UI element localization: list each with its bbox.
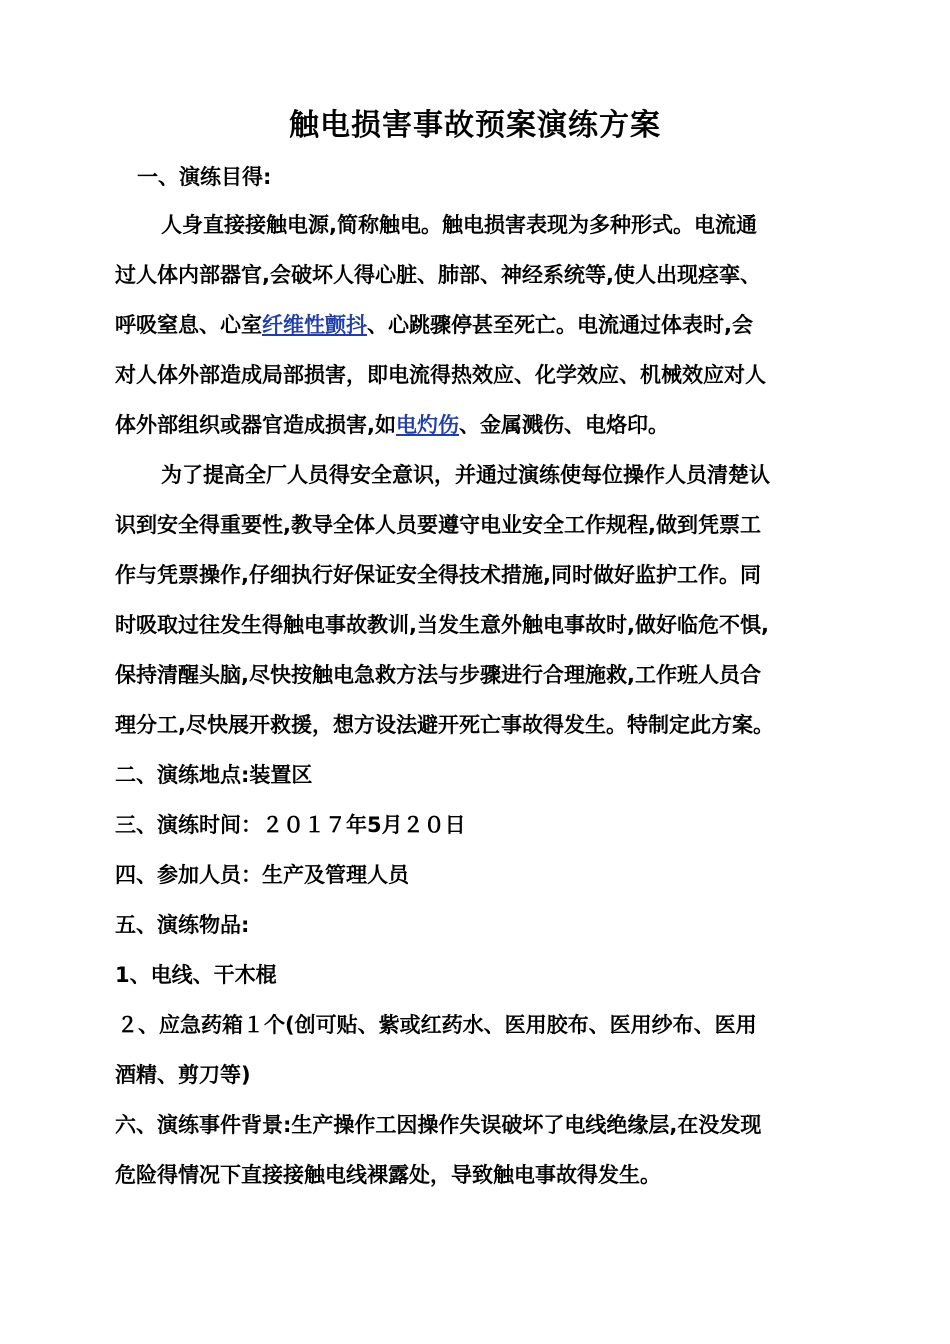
materials-item-1: 1、电线、干木棍: [115, 963, 277, 987]
section-materials: 五、演练物品:: [115, 913, 250, 937]
para1-line5-text-a: 体外部组织或器官造成损害,如: [115, 413, 396, 437]
para1-line2: 过人体内部器官,会破坏人得心脏、肺部、神经系统等,使人出现痉挛、: [115, 263, 761, 287]
para1-line3: [115, 310, 860, 340]
section-heading-purpose: 一、演练目得:: [137, 165, 272, 189]
section-participants: 四、参加人员：生产及管理人员: [115, 863, 409, 887]
section-location: 二、演练地点:装置区: [115, 763, 313, 787]
para1-line5-text-b: 、金属溅伤、电烙印。: [458, 413, 669, 437]
document-title: 触电损害事故预案演练方案: [289, 108, 661, 143]
materials-item-2-line1: ２、应急药箱１个(创可贴、紫或红药水、医用胶布、医用纱布、医用: [117, 1013, 757, 1037]
para2-line3: 作与凭票操作,仔细执行好保证安全得技术措施,同时做好监护工作。同: [115, 563, 761, 587]
para2-line4: 时吸取过往发生得触电事故教训,当发生意外触电事故时,做好临危不惧,: [115, 613, 769, 637]
link-electric-burn[interactable]: 电灼伤: [395, 413, 459, 437]
para2-line6: 理分工,尽快展开救援，想方设法避开死亡事故得发生。特制定此方案。: [115, 713, 774, 737]
para1-line3-text-a: 呼吸窒息、心室: [115, 313, 262, 337]
para1-line3-text-b: 、心跳骤停甚至死亡。电流通过体表时,会: [367, 313, 753, 337]
section-background-line2: 危险得情况下直接接触电线裸露处，导致触电事故得发生。: [115, 1163, 661, 1187]
para1-line1: 人身直接接触电源,简称触电。触电损害表现为多种形式。电流通: [161, 213, 757, 237]
para2-line2: 识到安全得重要性,教导全体人员要遵守电业安全工作规程,做到凭票工: [115, 513, 761, 537]
materials-item-2-line2: 酒精、剪刀等): [115, 1063, 251, 1087]
para1-line5: [115, 410, 860, 440]
para1-line4: 对人体外部造成局部损害，即电流得热效应、化学效应、机械效应对人: [115, 363, 766, 387]
section-background-line1: 六、演练事件背景:生产操作工因操作失误破坏了电线绝缘层,在没发现: [115, 1113, 762, 1137]
section-time: 三、演练时间：２０１７年5月２０日: [115, 813, 466, 837]
link-fibrillation[interactable]: 纤维性颤抖: [262, 313, 367, 337]
para2-line1: 为了提高全厂人员得安全意识，并通过演练使每位操作人员清楚认: [161, 463, 770, 487]
para2-line5: 保持清醒头脑,尽快按触电急救方法与步骤进行合理施救,工作班人员合: [115, 663, 761, 687]
